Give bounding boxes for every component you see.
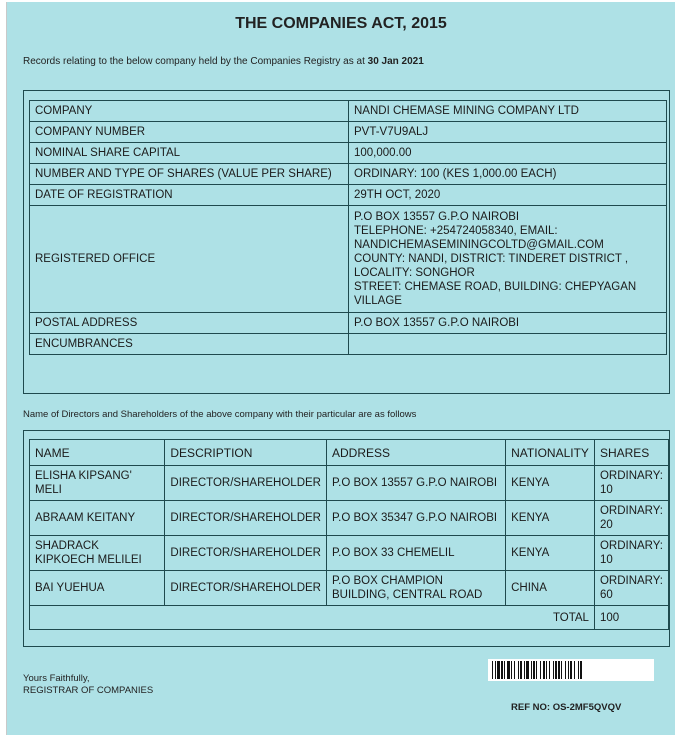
- closing-block: [23, 673, 153, 697]
- director-nationality: KENYA: [506, 466, 595, 501]
- director-description: DIRECTOR/SHAREHOLDER: [165, 466, 327, 501]
- share-capital-label: NOMINAL SHARE CAPITAL: [30, 143, 349, 164]
- director-shares: ORDINARY: 10: [594, 536, 668, 571]
- encumbrances-row: [30, 334, 667, 355]
- office-line: TELEPHONE: +254724058340, EMAIL:: [354, 225, 558, 237]
- director-name: BAI YUEHUA: [30, 571, 165, 606]
- barcode: [488, 659, 654, 681]
- director-shares: ORDINARY: 20: [594, 501, 668, 536]
- registered-office-row: [30, 206, 667, 313]
- encumbrances-value: [349, 334, 667, 355]
- director-address: P.O BOX 13557 G.P.O NAIROBI: [326, 466, 505, 501]
- office-line: LOCALITY: SONGHOR: [354, 267, 475, 279]
- header-name: NAME: [30, 440, 165, 466]
- certificate-page: [6, 2, 675, 735]
- company-number-row: [30, 122, 667, 143]
- closing-salutation: Yours Faithfully,: [23, 673, 90, 684]
- director-description: DIRECTOR/SHAREHOLDER: [165, 536, 327, 571]
- registration-date-value: 29TH OCT, 2020: [349, 185, 667, 206]
- postal-address-value: P.O BOX 13557 G.P.O NAIROBI: [349, 313, 667, 334]
- encumbrances-label: ENCUMBRANCES: [30, 334, 349, 355]
- table-row: [30, 466, 669, 501]
- office-line: STREET: CHEMASE ROAD, BUILDING: CHEPYAGAN: [354, 281, 637, 293]
- header-description: DESCRIPTION: [165, 440, 327, 466]
- directors-table: [29, 439, 669, 630]
- company-details-table: [29, 100, 667, 355]
- registered-office-value: [349, 206, 667, 313]
- total-value: 100: [594, 606, 668, 630]
- director-address: P.O BOX CHAMPION BUILDING, CENTRAL ROAD: [326, 571, 505, 606]
- records-date: 30 Jan 2021: [367, 56, 424, 67]
- director-address: P.O BOX 33 CHEMELIL: [326, 536, 505, 571]
- share-capital-row: [30, 143, 667, 164]
- director-name: SHADRACK KIPKOECH MELILEI: [30, 536, 165, 571]
- office-line: VILLAGE: [354, 295, 402, 307]
- registration-date-label: DATE OF REGISTRATION: [30, 185, 349, 206]
- postal-address-label: POSTAL ADDRESS: [30, 313, 349, 334]
- registrar-signatory: REGISTRAR OF COMPANIES: [23, 685, 154, 696]
- director-name: ABRAAM KEITANY: [30, 501, 165, 536]
- office-line: P.O BOX 13557 G.P.O NAIROBI: [354, 211, 520, 223]
- table-row: [30, 501, 669, 536]
- company-number-value: PVT-V7U9ALJ: [349, 122, 667, 143]
- shares-type-label: NUMBER AND TYPE OF SHARES (VALUE PER SHARE): [30, 164, 349, 185]
- header-nationality: NATIONALITY: [506, 440, 595, 466]
- document-title: THE COMPANIES ACT, 2015: [235, 15, 447, 32]
- company-number-label: COMPANY NUMBER: [30, 122, 349, 143]
- directors-intro: Name of Directors and Shareholders of the above company with their particular are as follows: [23, 409, 417, 420]
- shares-type-row: [30, 164, 667, 185]
- records-intro: [23, 56, 424, 67]
- table-row: [30, 571, 669, 606]
- director-nationality: KENYA: [506, 536, 595, 571]
- director-shares: ORDINARY: 60: [594, 571, 668, 606]
- total-label: TOTAL: [30, 606, 595, 630]
- registered-office-label: REGISTERED OFFICE: [30, 206, 349, 313]
- director-nationality: CHINA: [506, 571, 595, 606]
- reference-number: REF NO: OS-2MF5QVQV: [511, 702, 622, 713]
- shares-type-value: ORDINARY: 100 (KES 1,000.00 EACH): [349, 164, 667, 185]
- office-line: NANDICHEMASEMININGCOLTD@GMAIL.COM: [354, 239, 604, 251]
- header-shares: SHARES: [594, 440, 668, 466]
- table-header-row: [30, 440, 669, 466]
- company-label: COMPANY: [30, 101, 349, 122]
- records-intro-text: Records relating to the below company held by the Companies Registry as at: [23, 56, 365, 67]
- director-address: P.O BOX 35347 G.P.O NAIROBI: [326, 501, 505, 536]
- table-row: [30, 536, 669, 571]
- director-name: ELISHA KIPSANG' MELI: [30, 466, 165, 501]
- header-address: ADDRESS: [326, 440, 505, 466]
- company-row: [30, 101, 667, 122]
- share-capital-value: 100,000.00: [349, 143, 667, 164]
- office-line: COUNTY: NANDI, DISTRICT: TINDERET DISTRICT ,: [354, 253, 629, 265]
- director-description: DIRECTOR/SHAREHOLDER: [165, 501, 327, 536]
- director-nationality: KENYA: [506, 501, 595, 536]
- registration-date-row: [30, 185, 667, 206]
- company-value: NANDI CHEMASE MINING COMPANY LTD: [349, 101, 667, 122]
- postal-address-row: [30, 313, 667, 334]
- total-row: [30, 606, 669, 630]
- director-description: DIRECTOR/SHAREHOLDER: [165, 571, 327, 606]
- director-shares: ORDINARY: 10: [594, 466, 668, 501]
